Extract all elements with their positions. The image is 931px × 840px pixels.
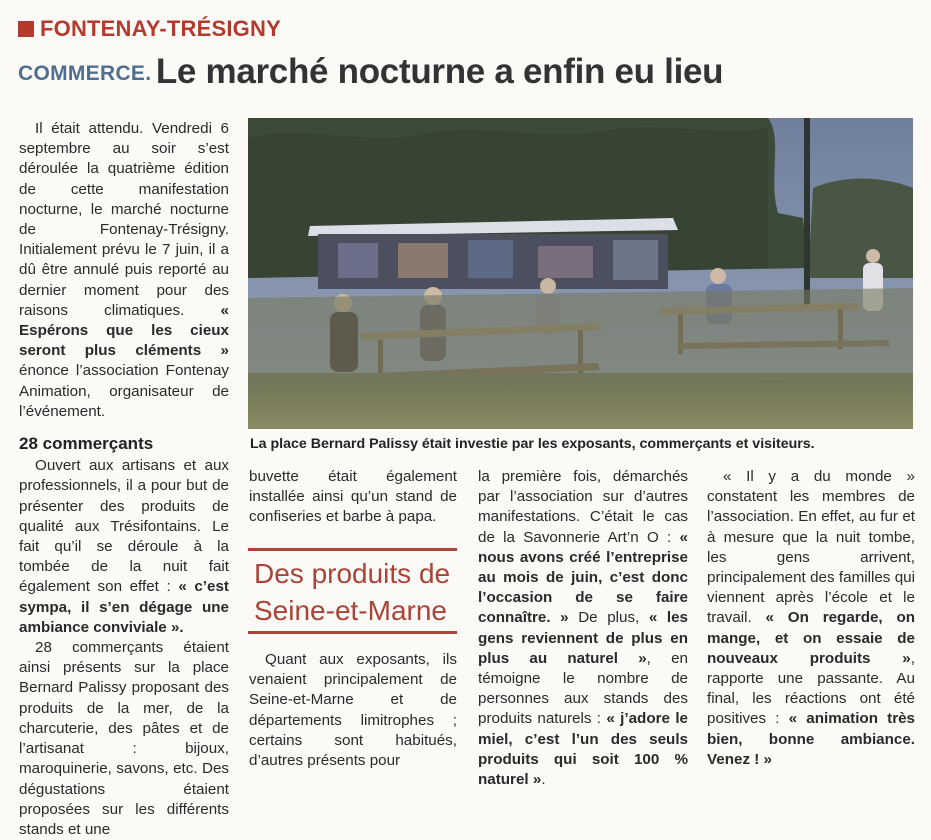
pull-quote-bottom-rule bbox=[248, 631, 457, 634]
article-column-1 bbox=[19, 119, 229, 840]
paragraph-intro bbox=[19, 119, 229, 422]
text-run: . bbox=[541, 771, 546, 789]
quote-text: « c’est sympa, il s’en dégage une ambiance conviviale ». bbox=[19, 578, 229, 636]
paragraph-reactions bbox=[707, 467, 915, 770]
text-run: , rapporte une passante. Au final, les réactions ont été positives : bbox=[707, 649, 915, 728]
quote-text: « nous avons créé l’entreprise au mois de juin, c’est donc l’occasion de se faire connaître. » bbox=[478, 528, 688, 627]
photo-caption: La place Bernard Palissy était investie par les exposants, commerçants et visiteurs. bbox=[250, 436, 815, 452]
headline-title: Le marché nocturne a enfin eu lieu bbox=[155, 52, 724, 91]
section-kicker bbox=[18, 16, 281, 42]
quote-text: « Espérons que les cieux seront plus cléments » bbox=[19, 301, 229, 360]
paragraph-buvette: buvette était également installée ainsi qu’un stand de confiseries et barbe à papa. bbox=[249, 468, 457, 526]
subheading-28-commercants: 28 commerçants bbox=[19, 434, 154, 454]
quote-text: « On regarde, on mange, et on essaie de nouveaux produits » bbox=[707, 609, 916, 667]
market-photo bbox=[248, 118, 913, 429]
article-column-2-continued bbox=[249, 650, 457, 771]
pull-quote-text: Des produits de Seine-et-Marne bbox=[254, 558, 451, 626]
quote-text: « les gens reviennent de plus en plus au naturel » bbox=[478, 609, 689, 667]
article-column-4 bbox=[707, 467, 915, 770]
kicker-square-icon bbox=[18, 21, 34, 37]
text-run: constatent les membres de l’association. En effet, au fur et à mesure que la nuit tombe, les gens arrivent, principalement des familles qui viennent après l’école et le travail. bbox=[707, 488, 915, 627]
paragraph-exposants: Quant aux exposants, ils venaient principalement de Seine-et-Marne et de départements limitrophes ; certains sont habitués, d’autres présents pour bbox=[249, 651, 457, 770]
text-run: Ouvert aux artisans et aux professionnels, il a pour but de présenter des produits de qualité aux Trésifontains. Le fait qu’il se déroule à la tombée de la nuit fait également son effet : bbox=[19, 457, 229, 596]
text-run: Il était attendu. Vendredi 6 septembre au soir s’est déroulée la quatrième édition de cette manifestation nocturne, le marché nocturne de Fontenay-Trésigny. Initialement prévu le 7 juin, il a dû être annulé puis reporté au dernier moment pour des raisons climatiques. bbox=[19, 120, 229, 319]
quote-text: « animation très bien, bonne ambiance. Venez ! » bbox=[707, 710, 915, 768]
text-run: « Il y a du monde » bbox=[723, 468, 915, 485]
headline-rubric: COMMERCE. bbox=[18, 62, 152, 85]
article-column-2 bbox=[249, 467, 457, 528]
market-scene-image bbox=[248, 118, 913, 429]
paragraph-purpose bbox=[19, 456, 229, 638]
kicker-text: FONTENAY-TRÉSIGNY bbox=[40, 16, 281, 41]
paragraph-savonnerie bbox=[478, 467, 688, 790]
paragraph-merchants: 28 commerçants étaient ainsi présents sur la place Bernard Palissy proposant des produits de la mer, de la charcuterie, des pâtes et de l’artisanat : bijoux, maroquinerie, savons, etc. Des dégustations étaient proposées sur les différents stands et une bbox=[19, 639, 229, 838]
text-run: la première fois, démarchés par l’association sur d’autres manifestations. C’était le cas de la Savonnerie Art’n O : bbox=[478, 468, 688, 546]
article-headline bbox=[18, 52, 918, 92]
quote-text: « j’adore le miel, c’est l’un des seuls produits qui soit 100 % naturel » bbox=[478, 710, 688, 789]
text-run: , en témoigne le nombre de personnes aux stands des produits naturels : bbox=[478, 649, 688, 728]
article-column-3 bbox=[478, 467, 688, 790]
text-run: De plus, bbox=[568, 609, 649, 627]
pull-quote bbox=[248, 548, 457, 634]
text-run: énonce l’association Fontenay Animation, organisateur de l’événement. bbox=[19, 362, 229, 420]
